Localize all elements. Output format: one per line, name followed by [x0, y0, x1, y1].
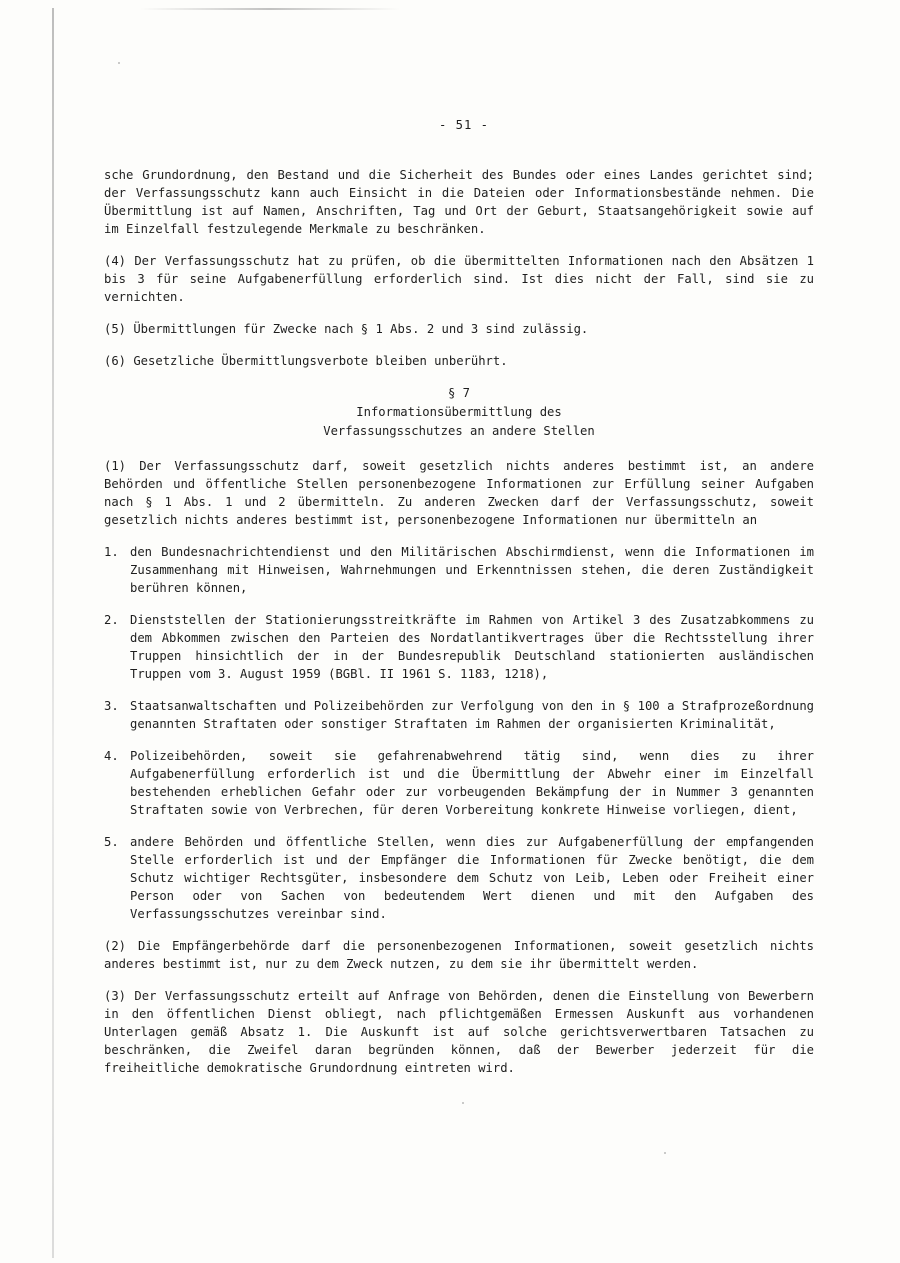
- section-title-line-1: Informationsübermittlung des: [356, 405, 562, 419]
- recipient-list: [104, 543, 814, 923]
- paragraph-4: (4) Der Verfassungsschutz hat zu prüfen, ob die übermittelten Informationen nach den Absätzen 1 bis 3 für seine Aufgabenerfüllung erforderlich sind. Ist dies nicht der Fall, sind sie zu vernichten.: [104, 254, 814, 304]
- list-item-number: 1.: [104, 545, 119, 559]
- list-item: [104, 697, 814, 733]
- list-item-text: andere Behörden und öffentliche Stellen, wenn dies zur Aufgabenerfüllung der empfangenden Stelle erforderlich ist und der Empfänger die Informationen für Zwecke benötigt, die dem Schutz wichtiger Rechtsgüter, insbesondere dem Schutz von Leib, Leben oder Freiheit einer Person oder von Sachen von bedeutendem Wert dienen und mit den Aufgaben des Verfassungsschutzes vereinbar sind.: [130, 835, 814, 921]
- paragraph-continuation: sche Grundordnung, den Bestand und die Sicherheit des Bundes oder eines Landes gerichtet sind; der Verfassungsschutz kann auch Einsicht in die Dateien oder Informationsbestände nehmen. Die Übermittlung ist auf Namen, Anschriften, Tag und Ort der Geburt, Staatsangehörigkeit sowie auf im Einzelfall festzulegende Merkmale zu beschränken.: [104, 168, 814, 236]
- section-paragraph-1: (1) Der Verfassungsschutz darf, soweit gesetzlich nichts anderes bestimmt ist, an andere Behörden und öffentliche Stellen personenbezogene Informationen zur Erfüllung seiner Aufgaben nach § 1 Abs. 1 und 2 übermitteln. Zu anderen Zwecken darf der Verfassungsschutz, soweit gesetzlich nichts anderes bestimmt ist, personenbezogene Informationen nur übermitteln an: [104, 459, 814, 527]
- list-item-text: Dienststellen der Stationierungsstreitkräfte im Rahmen von Artikel 3 des Zusatzabkommens zu dem Abkommen zwischen den Parteien des Nordatlantikvertrages über die Rechtsstellung ihrer Truppen hinsichtlich der in der Bundesrepublik Deutschland stationierten ausländischen Truppen vom 3. August 1959 (BGBl. II 1961 S. 1183, 1218),: [130, 613, 814, 681]
- list-item-text: Polizeibehörden, soweit sie gefahrenabwehrend tätig sind, wenn dies zu ihrer Aufgabenerfüllung erforderlich ist und die Übermittlung der Abwehr einer im Einzelfall bestehenden erheblichen Gefahr oder zur vorbeugenden Bekämpfung der in Nummer 3 genannten Straftaten sowie von Verbrechen, für deren Vorbereitung konkrete Hinweise vorliegen, dient,: [130, 749, 814, 817]
- list-item: [104, 833, 814, 923]
- scan-speck: [462, 1102, 464, 1104]
- list-item-number: 4.: [104, 749, 119, 763]
- section-number: § 7: [447, 386, 470, 400]
- scan-speck: [664, 1152, 666, 1154]
- list-item: [104, 611, 814, 683]
- paragraph-5: (5) Übermittlungen für Zwecke nach § 1 Abs. 2 und 3 sind zulässig.: [104, 322, 589, 336]
- section-title-line-2: Verfassungsschutzes an andere Stellen: [323, 424, 595, 438]
- section-paragraph-3: (3) Der Verfassungsschutz erteilt auf Anfrage von Behörden, denen die Einstellung von Bewerbern in den öffentlichen Dienst obliegt, nach pflichtgemäßen Ermessen Auskunft aus vorhandenen Unterlagen gemäß Absatz 1. Die Auskunft ist auf solche gerichtsverwertbaren Tatsachen zu beschränken, die Zweifel daran begründen können, daß der Bewerber jederzeit für die freiheitliche demokratische Grundordnung eintreten wird.: [104, 989, 814, 1075]
- section-paragraph-2: (2) Die Empfängerbehörde darf die personenbezogenen Informationen, soweit gesetzlich nichts anderes bestimmt ist, nur zu dem Zweck nutzen, zu dem sie ihr übermittelt werden.: [104, 939, 814, 971]
- list-item-number: 5.: [104, 835, 119, 849]
- list-item-number: 3.: [104, 699, 119, 713]
- section-heading: [104, 384, 814, 441]
- document-body: [104, 116, 814, 1091]
- list-item: [104, 543, 814, 597]
- list-item-number: 2.: [104, 613, 119, 627]
- scan-left-edge: [52, 8, 54, 1258]
- list-item-text: Staatsanwaltschaften und Polizeibehörden zur Verfolgung von den in § 100 a Strafprozeßordnung genannten Straftaten oder sonstiger Straftaten im Rahmen der organisierten Kriminalität,: [130, 699, 814, 731]
- scan-top-edge: [140, 8, 400, 10]
- scan-speck: [118, 62, 120, 64]
- page-number: - 51 -: [438, 118, 490, 132]
- paragraph-6: (6) Gesetzliche Übermittlungsverbote bleiben unberührt.: [104, 354, 508, 368]
- list-item-text: den Bundesnachrichtendienst und den Militärischen Abschirmdienst, wenn die Informationen im Zusammenhang mit Hinweisen, Wahrnehmungen und Erkenntnissen stehen, die deren Zuständigkeit berühren können,: [130, 545, 814, 595]
- list-item: [104, 747, 814, 819]
